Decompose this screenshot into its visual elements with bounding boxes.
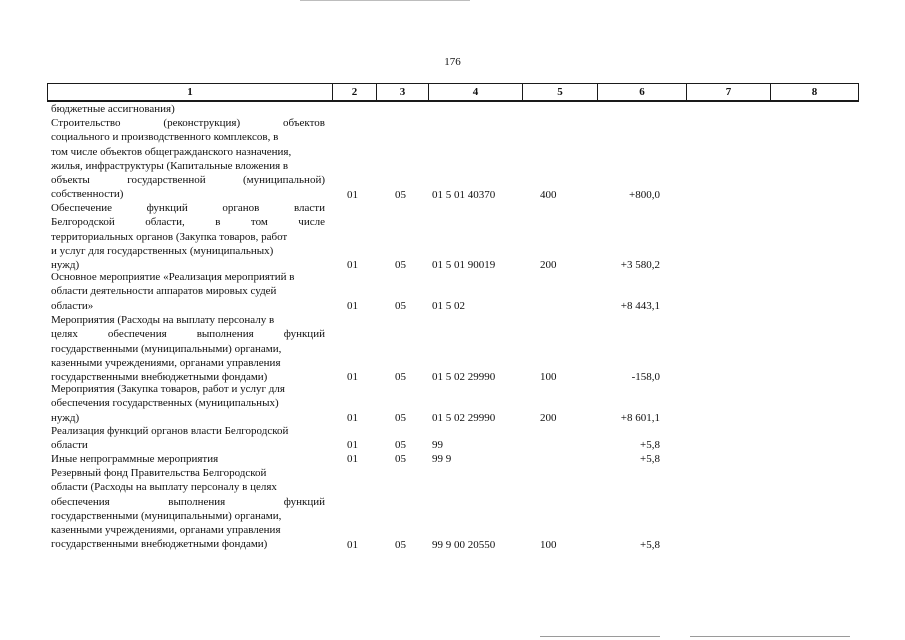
description-word: (муниципальной) [243, 174, 325, 187]
description-word: государственной [127, 174, 206, 187]
description-line [51, 495, 325, 509]
description-line: области (Расходы на выплату персоналу в целях [51, 481, 277, 494]
description-line: Мероприятия (Закупка товаров, работ и услуг для [51, 383, 285, 395]
description-word: функций [146, 202, 188, 214]
cell-expense-type: 100 [540, 371, 557, 384]
description-line: жилья, инфраструктуры (Капитальные вложения в [51, 159, 289, 172]
description-word: (реконструкция) [163, 117, 241, 129]
cell-subsection: 05 [395, 299, 406, 312]
cell-target-article: 01 5 01 40370 [432, 188, 496, 201]
description-line: Резервный фонд Правительства Белгородской [51, 467, 267, 479]
cell-expense-type: 100 [540, 538, 557, 551]
cell-subsection: 05 [395, 439, 406, 452]
cell-section: 01 [347, 299, 358, 312]
description-line: бюджетные ассигнования) [51, 103, 175, 115]
row-description [51, 452, 325, 466]
row-description [51, 270, 325, 313]
cell-amount: +8 601,1 [620, 411, 660, 424]
description-word: области, [145, 216, 185, 229]
cell-section: 01 [347, 259, 358, 272]
row-description [51, 102, 325, 116]
row-description [51, 201, 325, 272]
cell-target-article: 99 [432, 439, 443, 452]
cell-subsection: 05 [395, 411, 406, 424]
cell-section: 01 [347, 538, 358, 551]
description-line: и услуг для государственных (муниципальных) [51, 244, 274, 257]
description-word: объектов [283, 117, 325, 129]
cell-expense-type: 200 [540, 411, 557, 424]
cell-amount: +5,8 [640, 453, 660, 465]
column-header-2: 2 [333, 84, 377, 102]
cell-target-article: 01 5 02 29990 [432, 411, 496, 424]
column-header-table [47, 83, 859, 102]
cell-subsection: 05 [395, 259, 406, 272]
column-header-8: 8 [771, 84, 859, 102]
description-line: нужд) [51, 259, 80, 272]
row-description [51, 116, 325, 202]
column-header-4: 4 [429, 84, 523, 102]
cell-amount: +8 443,1 [620, 299, 660, 312]
description-word: целях [51, 328, 78, 341]
cell-section: 01 [347, 453, 358, 465]
cell-target-article: 01 5 01 90019 [432, 259, 496, 272]
description-line: обеспечения государственных (муниципальных) [51, 397, 279, 410]
cell-section: 01 [347, 371, 358, 384]
scan-artifact-top [300, 0, 470, 1]
description-line: социального и производственного комплексов, в [51, 131, 279, 144]
description-line: казенными учреждениями, органами управления [51, 356, 281, 369]
description-word: числе [298, 216, 325, 229]
scan-artifact-bottom-right [690, 636, 850, 637]
description-line: территориальных органов (Закупка товаров, работ [51, 230, 288, 243]
column-header-6: 6 [598, 84, 687, 102]
row-description [51, 424, 325, 453]
cell-subsection: 05 [395, 538, 406, 551]
description-word: обеспечения [107, 328, 167, 341]
description-word: выполнения [196, 328, 254, 341]
cell-amount: +3 580,2 [620, 259, 660, 272]
cell-amount: +800,0 [629, 188, 660, 201]
cell-amount: +5,8 [640, 439, 660, 452]
description-word: обеспечения [51, 495, 110, 508]
cell-subsection: 05 [395, 188, 406, 201]
description-line [51, 201, 325, 215]
description-line: Реализация функций органов власти Белгородской [51, 425, 289, 437]
description-word: функций [283, 328, 325, 341]
row-description [51, 382, 325, 425]
cell-expense-type: 400 [540, 188, 557, 201]
description-word: Обеспечение [51, 202, 112, 214]
cell-subsection: 05 [395, 453, 406, 465]
description-word: объекты [51, 174, 90, 187]
description-line: государственными (муниципальными) органами, [51, 509, 282, 522]
description-word: в [215, 216, 221, 229]
description-word: органов [222, 202, 260, 214]
description-word: Белгородской [51, 216, 115, 229]
description-line: Основное мероприятие «Реализация мероприятий в [51, 271, 295, 283]
column-header-3: 3 [377, 84, 429, 102]
page-number: 176 [444, 56, 461, 68]
column-header-7: 7 [687, 84, 771, 102]
description-line: государственными внебюджетными фондами) [51, 371, 268, 384]
cell-section: 01 [347, 411, 358, 424]
description-line: нужд) [51, 411, 80, 424]
cell-expense-type: 200 [540, 259, 557, 272]
row-description [51, 466, 325, 552]
cell-target-article: 01 5 02 [432, 299, 465, 312]
cell-target-article: 99 9 00 20550 [432, 538, 496, 551]
description-line [51, 327, 325, 341]
cell-amount: +5,8 [640, 538, 660, 551]
description-line: Мероприятия (Расходы на выплату персоналу в [51, 314, 275, 326]
description-line [51, 116, 325, 130]
description-line: собственности) [51, 188, 124, 201]
description-word: выполнения [168, 495, 226, 508]
description-line: казенными учреждениями, органами управления [51, 524, 281, 537]
description-line: области деятельности аппаратов мировых судей [51, 285, 277, 298]
description-line: области» [51, 299, 94, 312]
cell-amount: -158,0 [631, 371, 660, 384]
description-line: Иные непрограммные мероприятия [51, 453, 219, 465]
description-word: власти [293, 202, 325, 214]
cell-target-article: 01 5 02 29990 [432, 371, 496, 384]
row-description [51, 313, 325, 384]
cell-subsection: 05 [395, 371, 406, 384]
description-line [51, 215, 325, 229]
description-line: том числе объектов общегражданского назначения, [51, 145, 292, 158]
cell-section: 01 [347, 188, 358, 201]
cell-section: 01 [347, 439, 358, 452]
description-word: том [250, 216, 268, 229]
description-word: Строительство [51, 117, 121, 129]
cell-target-article: 99 9 [432, 453, 452, 465]
description-line: государственными внебюджетными фондами) [51, 538, 268, 551]
description-line [51, 173, 325, 187]
column-header-1: 1 [48, 84, 333, 102]
column-header-5: 5 [523, 84, 598, 102]
description-line: области [51, 439, 88, 452]
description-word: функций [283, 495, 325, 508]
description-line: государственными (муниципальными) органами, [51, 342, 282, 355]
scan-artifact-bottom [540, 636, 660, 637]
